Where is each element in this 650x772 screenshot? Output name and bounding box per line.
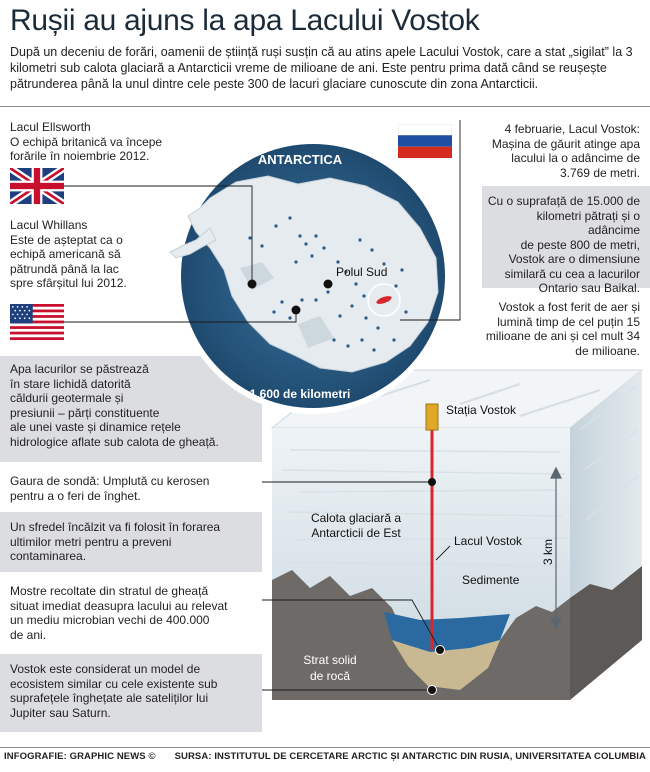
note-line: ultimilor metri pentru a preveni (10, 534, 172, 549)
ice-sheet-label-2: Antarcticii de Est (311, 526, 401, 540)
note-line: Gaura de sondă: Umplută cu kerosen (10, 474, 210, 488)
note-line: Jupiter sau Saturn. (10, 705, 111, 720)
note-line: un mediu microbian vechi de 400.000 (10, 613, 210, 627)
note-line: ale unei vaste și dinamice rețele (10, 420, 181, 434)
note-line: presiunii – părți constituente (10, 405, 160, 420)
depth-label: 3 km (541, 538, 555, 566)
note-line: Ontario sau Baikal. (538, 281, 640, 295)
note-line: Apa lacurilor se păstrează (10, 362, 149, 376)
footer-divider (0, 747, 650, 748)
note-line: Este de așteptat ca o (10, 232, 123, 247)
note-line: Mostre recoltate din stratul de gheață (10, 584, 209, 598)
footer-source: SURSA: INSTITUTUL DE CERCETARE ARCTIC ȘI ANTARCTIC DIN RUSIA, UNIVERSITATEA COLUMBIA (174, 751, 646, 762)
rock-label-1: Strat solid (303, 653, 357, 667)
note-line: situat imediat deasupra lacului au relevat (10, 598, 228, 613)
note-line: căldurii geotermale și (10, 391, 124, 405)
note-line: Vostok are o dimensiune (508, 252, 640, 266)
ice-sheet-label-1: Calota glaciară a (310, 511, 402, 525)
antarctica-globe (170, 138, 451, 414)
note-line: în stare lichidă datorită (10, 376, 131, 391)
note-line: contaminarea. (10, 549, 87, 563)
note-line: kilometri pătrați și o adâncime (536, 208, 640, 237)
note-line: Cu o suprafață de 15.000 de (487, 194, 640, 208)
note-line: milioane de ani și cel mult 34 (485, 329, 640, 343)
intro-paragraph: După un deceniu de forări, oamenii de știință ruși susțin că au atins apele Lacului Vostok, care a stat „sigilat” la 3 kilometri sub calota glaciară a Antarcticii vreme de milioane de ani. Este pentru prima dată când se reușește pătrunderea până la unul dintre cele peste 300 de lacuri glaciare cunoscute din zona Antarcticii. (10, 45, 633, 91)
note-line: Vostok a fost ferit de aer și (498, 300, 640, 314)
note-line: Lacul Whillans (10, 218, 88, 232)
lake-marker-dot (436, 646, 445, 655)
sediment-marker-dot (428, 686, 437, 695)
station-label: Stația Vostok (446, 403, 517, 417)
south-pole-label: Polul Sud (336, 265, 388, 279)
page-title: Rușii au ajuns la apa Lacului Vostok (10, 4, 480, 37)
note-line: de peste 800 de metri, (520, 237, 640, 252)
note-line: O echipă britanică va începe (10, 134, 163, 149)
map-region-label: ANTARCTICA (257, 152, 343, 167)
lake-label: Lacul Vostok (454, 534, 523, 548)
note-line: Mașina de găurit atinge apa (491, 136, 640, 151)
note-line: hidrologice aflate sub calota de gheață. (10, 434, 219, 449)
note-line: de milioane. (575, 343, 640, 358)
sediment-label: Sedimente (462, 573, 520, 587)
note-line: suprafețele înghețate ale sateliților lui (10, 691, 209, 705)
note-line: similară cu cea a lacurilor (504, 266, 640, 281)
borehole-marker-dot (428, 478, 436, 486)
rock-label-2: de rocă (309, 669, 351, 683)
map-scale-label: 1.600 de kilometri (249, 387, 351, 401)
note-line: pentru a o feri de înghet. (10, 488, 141, 503)
note-line: spre sfârșitul lui 2012. (10, 276, 127, 290)
note-line: forările în noiembrie 2012. (10, 149, 150, 163)
note-line: 4 februarie, Lacul Vostok: (504, 122, 640, 136)
note-line: Un sfredel încălzit va fi folosit în forarea (10, 520, 221, 534)
note-line: lumină timp de cel puțin 15 (497, 314, 640, 329)
note-line: Vostok este considerat un model de (10, 662, 201, 676)
note-line: ecosistem similar cu cele existente sub (10, 676, 218, 691)
note-line: de ani. (10, 627, 47, 642)
vostok-station-icon (426, 404, 438, 430)
note-line: lacului la o adâncime de (511, 151, 640, 165)
footer-credit: INFOGRAFIE: GRAPHIC NEWS © (4, 751, 156, 762)
south-pole-dot (324, 280, 333, 289)
note-line: Lacul Ellsworth (10, 120, 91, 134)
note-line: echipă americană să (10, 247, 121, 261)
note-line: pătrundă până la lac (10, 261, 119, 276)
note-line: 3.769 de metri. (559, 165, 640, 180)
